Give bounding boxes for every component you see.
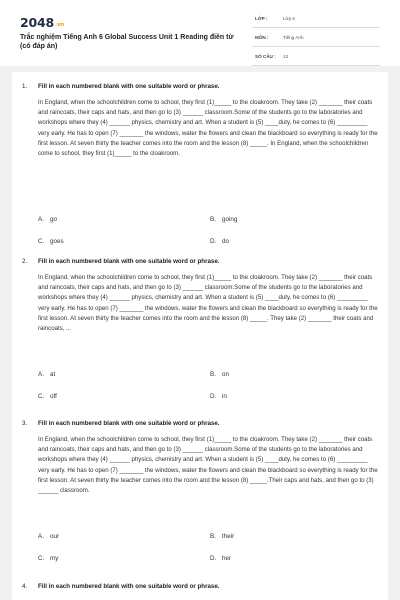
option-text: go (50, 216, 58, 223)
question-instruction: Fill in each numbered blank with one suitable word or phrase. (38, 420, 220, 427)
question-passage: In England, when the schoolchildren come to school, they first (1)_____ to the cloakroom. They take (2) _______ their coats and raincoats, their caps and hats, and then go to (3) ______ classroom.Some of the students go to the laboratories and workshops where they (4) ______ physics, chemistry and art. When a student is (5) ____duty, he comes to (6) _________ very early. He has to open (7) _______ the windows, water the flowers and clean the blackboard so everything is ready for the first lesson. At seven thirty the teacher comes into the room and the lesson (8) _____. In England, when the schoolchildren come to school, they first (1)_____ to the cloakroom. (38, 99, 378, 158)
option-d[interactable] (210, 238, 229, 245)
option-label: A. (38, 371, 44, 378)
option-label: A. (38, 533, 44, 540)
option-text: going (222, 216, 238, 223)
option-d[interactable] (210, 393, 227, 400)
meta-label: MÔN : (255, 35, 269, 40)
question-passage: In England, when the schoolchildren come to school, they first (1)_____ to the cloakroom. They take (2) _______ their coats and raincoats, their caps and hats, and then go to (3) ______ classroom.Some of the students go to the laboratories and workshops where they (4) ______ physics, chemistry and art. When a student is (5) ____duty, he comes to (6) _________ very early. He has to open (7) _______ the windows, water the flowers and clean the blackboard so everything is ready for the first lesson. At seven thirty the teacher comes into the room and the lesson (8) _____.Their caps and hats, and then go to (3) ______ classroom. (38, 436, 378, 495)
option-label: C. (38, 238, 45, 245)
option-b[interactable] (210, 216, 237, 223)
meta-row-question-count (252, 50, 380, 66)
page-header (0, 0, 400, 66)
option-text: goes (50, 238, 64, 245)
question-2 (12, 257, 388, 400)
logo-text: 2048 (20, 15, 54, 30)
meta-value: Tiếng Anh (283, 35, 304, 40)
option-d[interactable] (210, 555, 231, 562)
option-c[interactable] (38, 555, 58, 562)
logo-tld: .vn (55, 22, 64, 28)
site-logo[interactable] (20, 15, 64, 30)
option-text: at (50, 371, 56, 378)
meta-row-subject (252, 31, 380, 47)
option-label: D. (210, 555, 217, 562)
meta-value: 13 (283, 54, 289, 59)
option-a[interactable] (38, 533, 59, 540)
question-number: 3. (22, 420, 28, 427)
option-label: D. (210, 238, 217, 245)
meta-table (252, 12, 380, 69)
option-text: in (222, 393, 227, 400)
option-label: A. (38, 216, 44, 223)
option-label: B. (210, 533, 216, 540)
option-a[interactable] (38, 216, 57, 223)
option-text: their (222, 533, 235, 540)
meta-value: Lớp 6 (283, 16, 295, 21)
meta-row-grade (252, 12, 380, 28)
option-b[interactable] (210, 533, 234, 540)
option-text: our (50, 533, 60, 540)
question-passage: In England, when the schoolchildren come to school, they first (1)_____ to the cloakroom. They take (2) _______ their coats and raincoats, their caps and hats, and then go to (3) ______ classroom.Some of the students go to the laboratories and workshops where they (4) ______ physics, chemistry and art. When a student is (5) ____duty, he comes to (6) _________ very early. He has to open (7) _______ the windows, water the flowers and clean the blackboard so everything is ready for the first lesson. At seven thirty the teacher comes into the room and the lesson (8) _____. They take (2) _______ their coats and raincoats, ... (38, 274, 378, 333)
option-label: B. (210, 216, 216, 223)
option-c[interactable] (38, 393, 57, 400)
option-text: on (222, 371, 230, 378)
question-4 (12, 582, 388, 594)
question-instruction: Fill in each numbered blank with one suitable word or phrase. (38, 258, 220, 265)
question-list (12, 72, 388, 600)
option-label: C. (38, 555, 45, 562)
option-text: do (222, 238, 230, 245)
option-text: her (222, 555, 232, 562)
option-c[interactable] (38, 238, 64, 245)
question-instruction: Fill in each numbered blank with one suitable word or phrase. (38, 83, 220, 90)
option-label: D. (210, 393, 217, 400)
option-a[interactable] (38, 371, 55, 378)
option-text: my (50, 555, 59, 562)
question-3 (12, 419, 388, 562)
option-label: B. (210, 371, 216, 378)
document-title: Trắc nghiệm Tiếng Anh 6 Global Success Unit 1 Reading điền từ (có đáp án) (20, 34, 234, 50)
question-1 (12, 82, 388, 245)
option-label: C. (38, 393, 45, 400)
question-number: 4. (22, 583, 28, 590)
question-number: 2. (22, 258, 28, 265)
option-b[interactable] (210, 371, 229, 378)
meta-label: SỐ CÂU : (255, 54, 276, 59)
meta-label: LỚP : (255, 16, 268, 21)
question-number: 1. (22, 83, 28, 90)
question-instruction: Fill in each numbered blank with one suitable word or phrase. (38, 583, 220, 590)
option-text: off (50, 393, 57, 400)
